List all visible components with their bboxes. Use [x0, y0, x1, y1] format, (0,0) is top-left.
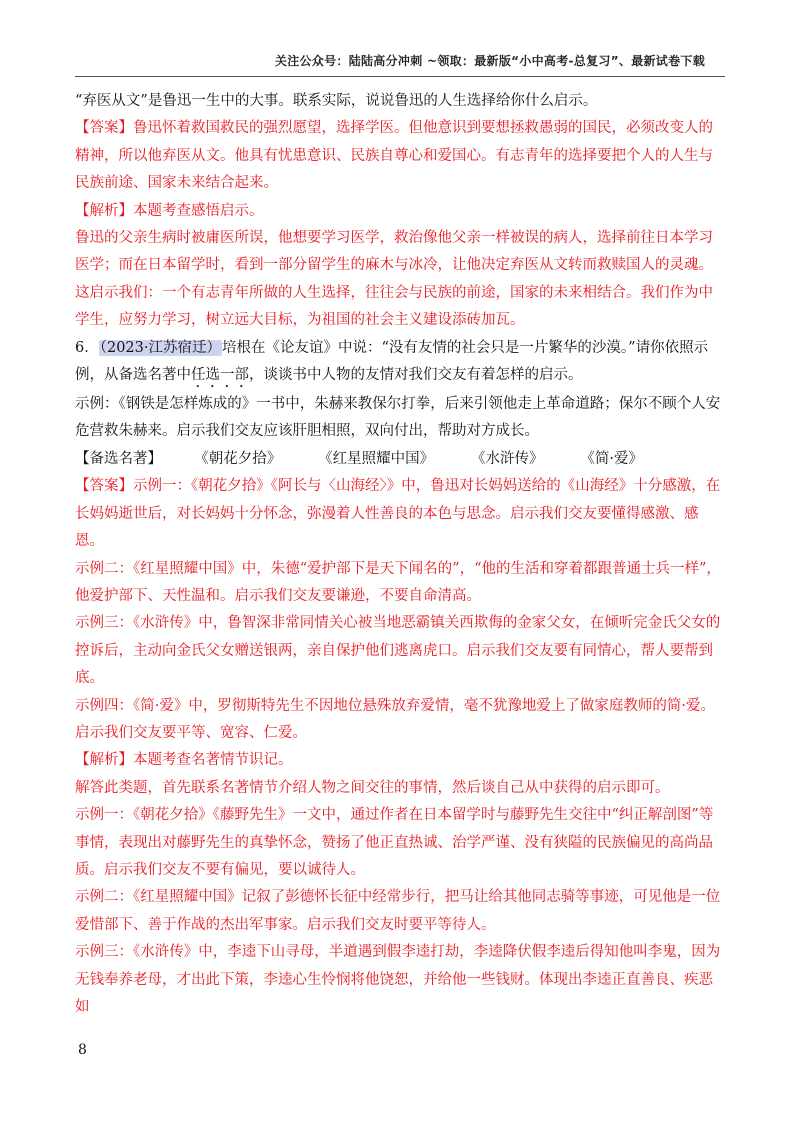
analysis-intro: 本题考查名著情节识记。 [133, 752, 293, 769]
book-item: 《简·爱》 [580, 450, 643, 467]
document-body [75, 88, 722, 1021]
q5-analysis-heading [75, 198, 722, 225]
answer-tag: 【答案】 [75, 120, 133, 137]
answer-tag: 【答案】 [75, 478, 133, 495]
header-divider [75, 76, 725, 77]
q5-analysis: 鲁迅的父亲生病时被庸医所误，他想要学习医学，救治像他父亲一样被误的病人，选择前往日本学习医学；而在日本留学时，看到一部分留学生的麻木与冰冷，让他决定弃医从文转而救赎国人的灵魂。这启示我们：一个有志青年所做的人生选择，往往会与民族的前途，国家的未来相结合。我们作为中学生，应努力学习，树立远大目标，为祖国的社会主义建设添砖加瓦。 [75, 230, 713, 329]
q6-answer-4: 示例四：《简·爱》中，罗彻斯特先生不因地位悬殊放弃爱情，毫不犹豫地爱上了做家庭教师的简·爱。启示我们交友要平等、宽容、仁爱。 [75, 697, 715, 741]
stem-part-a: 培根在《论友谊》中说：“没有友情的社会只是一片繁华的沙漠。”请你依照示例，从备选名著中 [75, 339, 709, 384]
q6-analysis-4: 示例三：《水浒传》中，李逵下山寻母，半道遇到假李逵打劫，李逵降伏假李逵后得知他叫李鬼，因为无钱奉养老母，才出此下策，李逵心生怜悯将他饶恕，并给他一些钱财。体现出李逵正直善良、疾恶如 [75, 944, 721, 1015]
analysis-tag: 【解析】 [75, 752, 133, 769]
q6-answer-2: 示例二：《红星照耀中国》中，朱德“爱护部下是天下闻名的”，“他的生活和穿着都跟普通士兵一样”，他爱护部下、天性温和。启示我们交友要谦逊，不要自命清高。 [75, 560, 721, 604]
q6-answer-1 [75, 473, 722, 555]
q6-analysis-3: 示例二：《红星照耀中国》记叙了彭德怀长征中经常步行，把马让给其他同志骑等事迹，可见他是一位爱惜部下、善于作战的杰出军事家。启示我们交友时要平等待人。 [75, 889, 721, 933]
source-tag: （2023·江苏宿迁） [99, 339, 221, 356]
stem-emphasis: 任选一部 [191, 367, 249, 384]
analysis-intro: 本题考查感悟启示。 [133, 202, 264, 219]
stem-part-b: ，谈谈书中人物的友情对我们交友有着怎样的启示。 [249, 367, 583, 384]
book-item: 《水浒传》 [471, 450, 544, 467]
q6-analysis-heading [75, 747, 722, 774]
q6-answer-3: 示例三：《水浒传》中，鲁智深非常同情关心被当地恶霸镇关西欺侮的金家父女，在倾听完金氏父女的控诉后，主动向金氏父女赠送银两，亲自保护他们逃离虎口。启示我们交友要有同情心，帮人要帮到底。 [75, 615, 721, 687]
books-label: 【备选名著】 [75, 450, 162, 467]
answer-text: 鲁迅怀着救国救民的强烈愿望，选择学医。但他意识到要想拯救愚弱的国民，必须改变人的精神，所以他弃医从文。他具有忧患意识、民族自尊心和爱国心。有志青年的选择要把个人的人生与民族前途、国家未来结合起来。 [75, 120, 713, 192]
q6-book-list [75, 446, 722, 473]
answer-text: 示例一：《朝花夕拾》《阿长与〈山海经〉》中，鲁迅对长妈妈送给的《山海经》十分感激，在长妈妈逝世后，对长妈妈十分怀念，弥漫着人性善良的本色与思念。启示我们交友要懂得感激、感恩。 [75, 478, 721, 550]
q5-answer [75, 115, 722, 197]
q5-question: “弃医从文”是鲁迅一生中的大事。联系实际，说说鲁迅的人生选择给你什么启示。 [75, 93, 598, 109]
q6-analysis-1: 解答此类题，首先联系名著情节介绍人物之间交往的事情，然后谈自己从中获得的启示即可。 [75, 779, 670, 796]
q6-stem [75, 335, 722, 391]
analysis-tag: 【解析】 [75, 202, 133, 219]
q6-analysis-2: 示例一：《朝花夕拾》《藤野先生》一文中，通过作者在日本留学时与藤野先生交往中“纠正解剖图”等事情，表现出对藤野先生的真挚怀念，赞扬了他正直热诚、治学严谨、没有狭隘的民族偏见的高尚品质。启示我们交友不要有偏见，要以诚待人。 [75, 807, 714, 878]
book-item: 《红星照耀中国》 [318, 450, 435, 467]
page-header: 关注公众号：陆陆高分冲刺 ~领取：最新版“小中高考-总复习”、最新试卷下载 [274, 54, 705, 68]
q6-example: 示例：《钢铁是怎样炼成的》一书中，朱赫来教保尔打拳，后来引领他走上革命道路；保尔不顾个人安危营救朱赫来。启示我们交友应该肝胆相照，双向付出，帮助对方成长。 [75, 396, 721, 440]
book-item: 《朝花夕拾》 [194, 450, 282, 467]
question-number: 6． [75, 339, 99, 356]
page-number: 8 [78, 1042, 87, 1058]
